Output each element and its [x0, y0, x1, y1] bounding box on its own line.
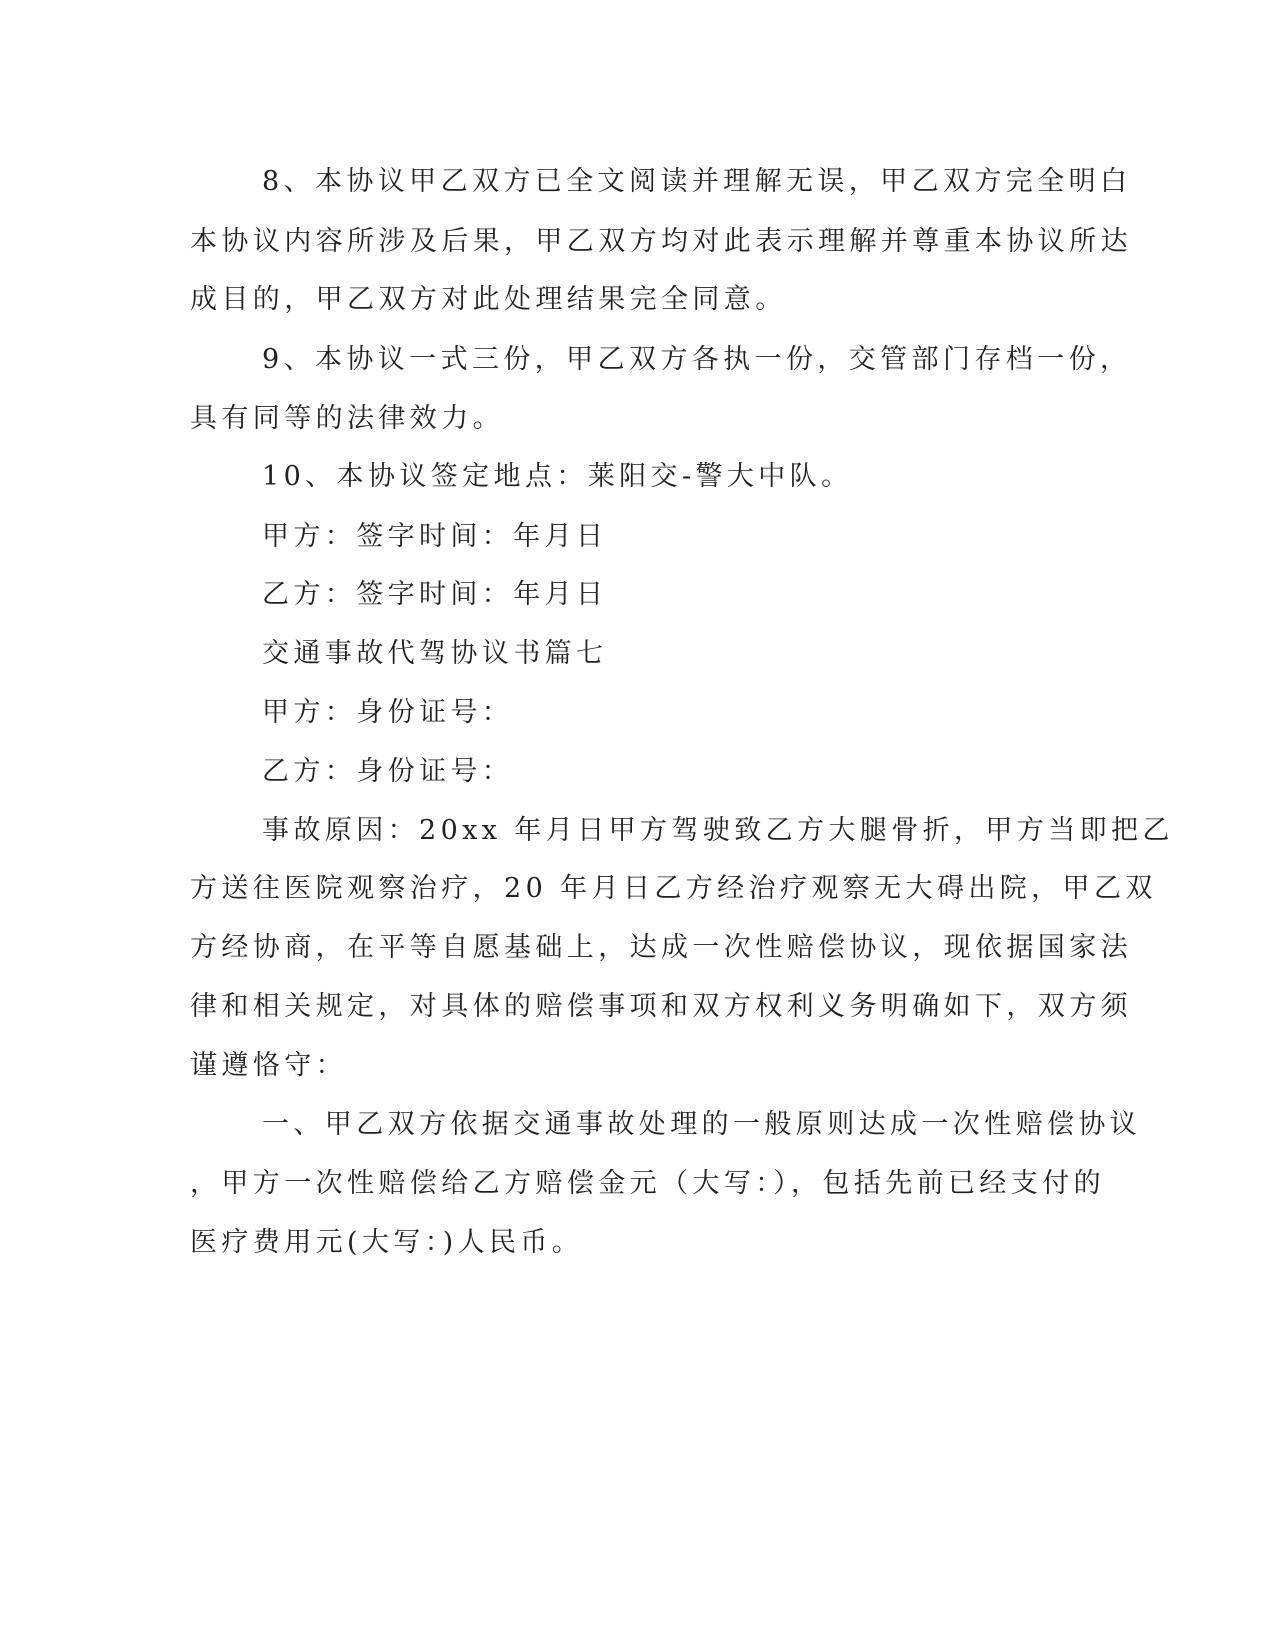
clause-9-line-2: 具有同等的法律效力。 [190, 403, 504, 434]
accident-cause-line-3: 方经协商，在平等自愿基础上，达成一次性赔偿协议，现依据国家法 [190, 932, 1132, 963]
clause-10: 10、本协议签定地点：莱阳交-警大中队。 [262, 461, 853, 492]
party-a-signature: 甲方：签字时间：年月日 [262, 521, 608, 552]
accident-cause-line-2: 方送往医院观察治疗，20 年月日乙方经治疗观察无大碍出院，甲乙双 [190, 873, 1157, 904]
party-b-id: 乙方：身份证号： [262, 756, 514, 787]
section-title: 交通事故代驾协议书篇七 [262, 638, 608, 669]
party-b-signature: 乙方：签字时间：年月日 [262, 579, 608, 610]
party-a-id: 甲方：身份证号： [262, 697, 514, 728]
article-1-line-1: 一、甲乙双方依据交通事故处理的一般原则达成一次性赔偿协议 [262, 1109, 1142, 1140]
accident-cause-line-4: 律和相关规定，对具体的赔偿事项和双方权利义务明确如下，双方须 [190, 991, 1132, 1022]
article-1-line-3: 医疗费用元(大写：)人民币。 [190, 1227, 584, 1258]
article-1-line-2: ，甲方一次性赔偿给乙方赔偿金元（大写：），包括先前已经支付的 [190, 1168, 1105, 1199]
clause-8-line-1: 8、本协议甲乙双方已全文阅读并理解无误，甲乙双方完全明白 [262, 166, 1132, 197]
clause-9-line-1: 9、本协议一式三份，甲乙双方各执一份，交管部门存档一份， [262, 344, 1132, 375]
clause-8-line-3: 成目的，甲乙双方对此处理结果完全同意。 [190, 284, 787, 315]
accident-cause-line-1: 事故原因：20xx 年月日甲方驾驶致乙方大腿骨折，甲方当即把乙 [262, 815, 1174, 846]
clause-8-line-2: 本协议内容所涉及后果，甲乙双方均对此表示理解并尊重本协议所达 [190, 226, 1132, 257]
accident-cause-line-5: 谨遵恪守： [190, 1050, 347, 1081]
